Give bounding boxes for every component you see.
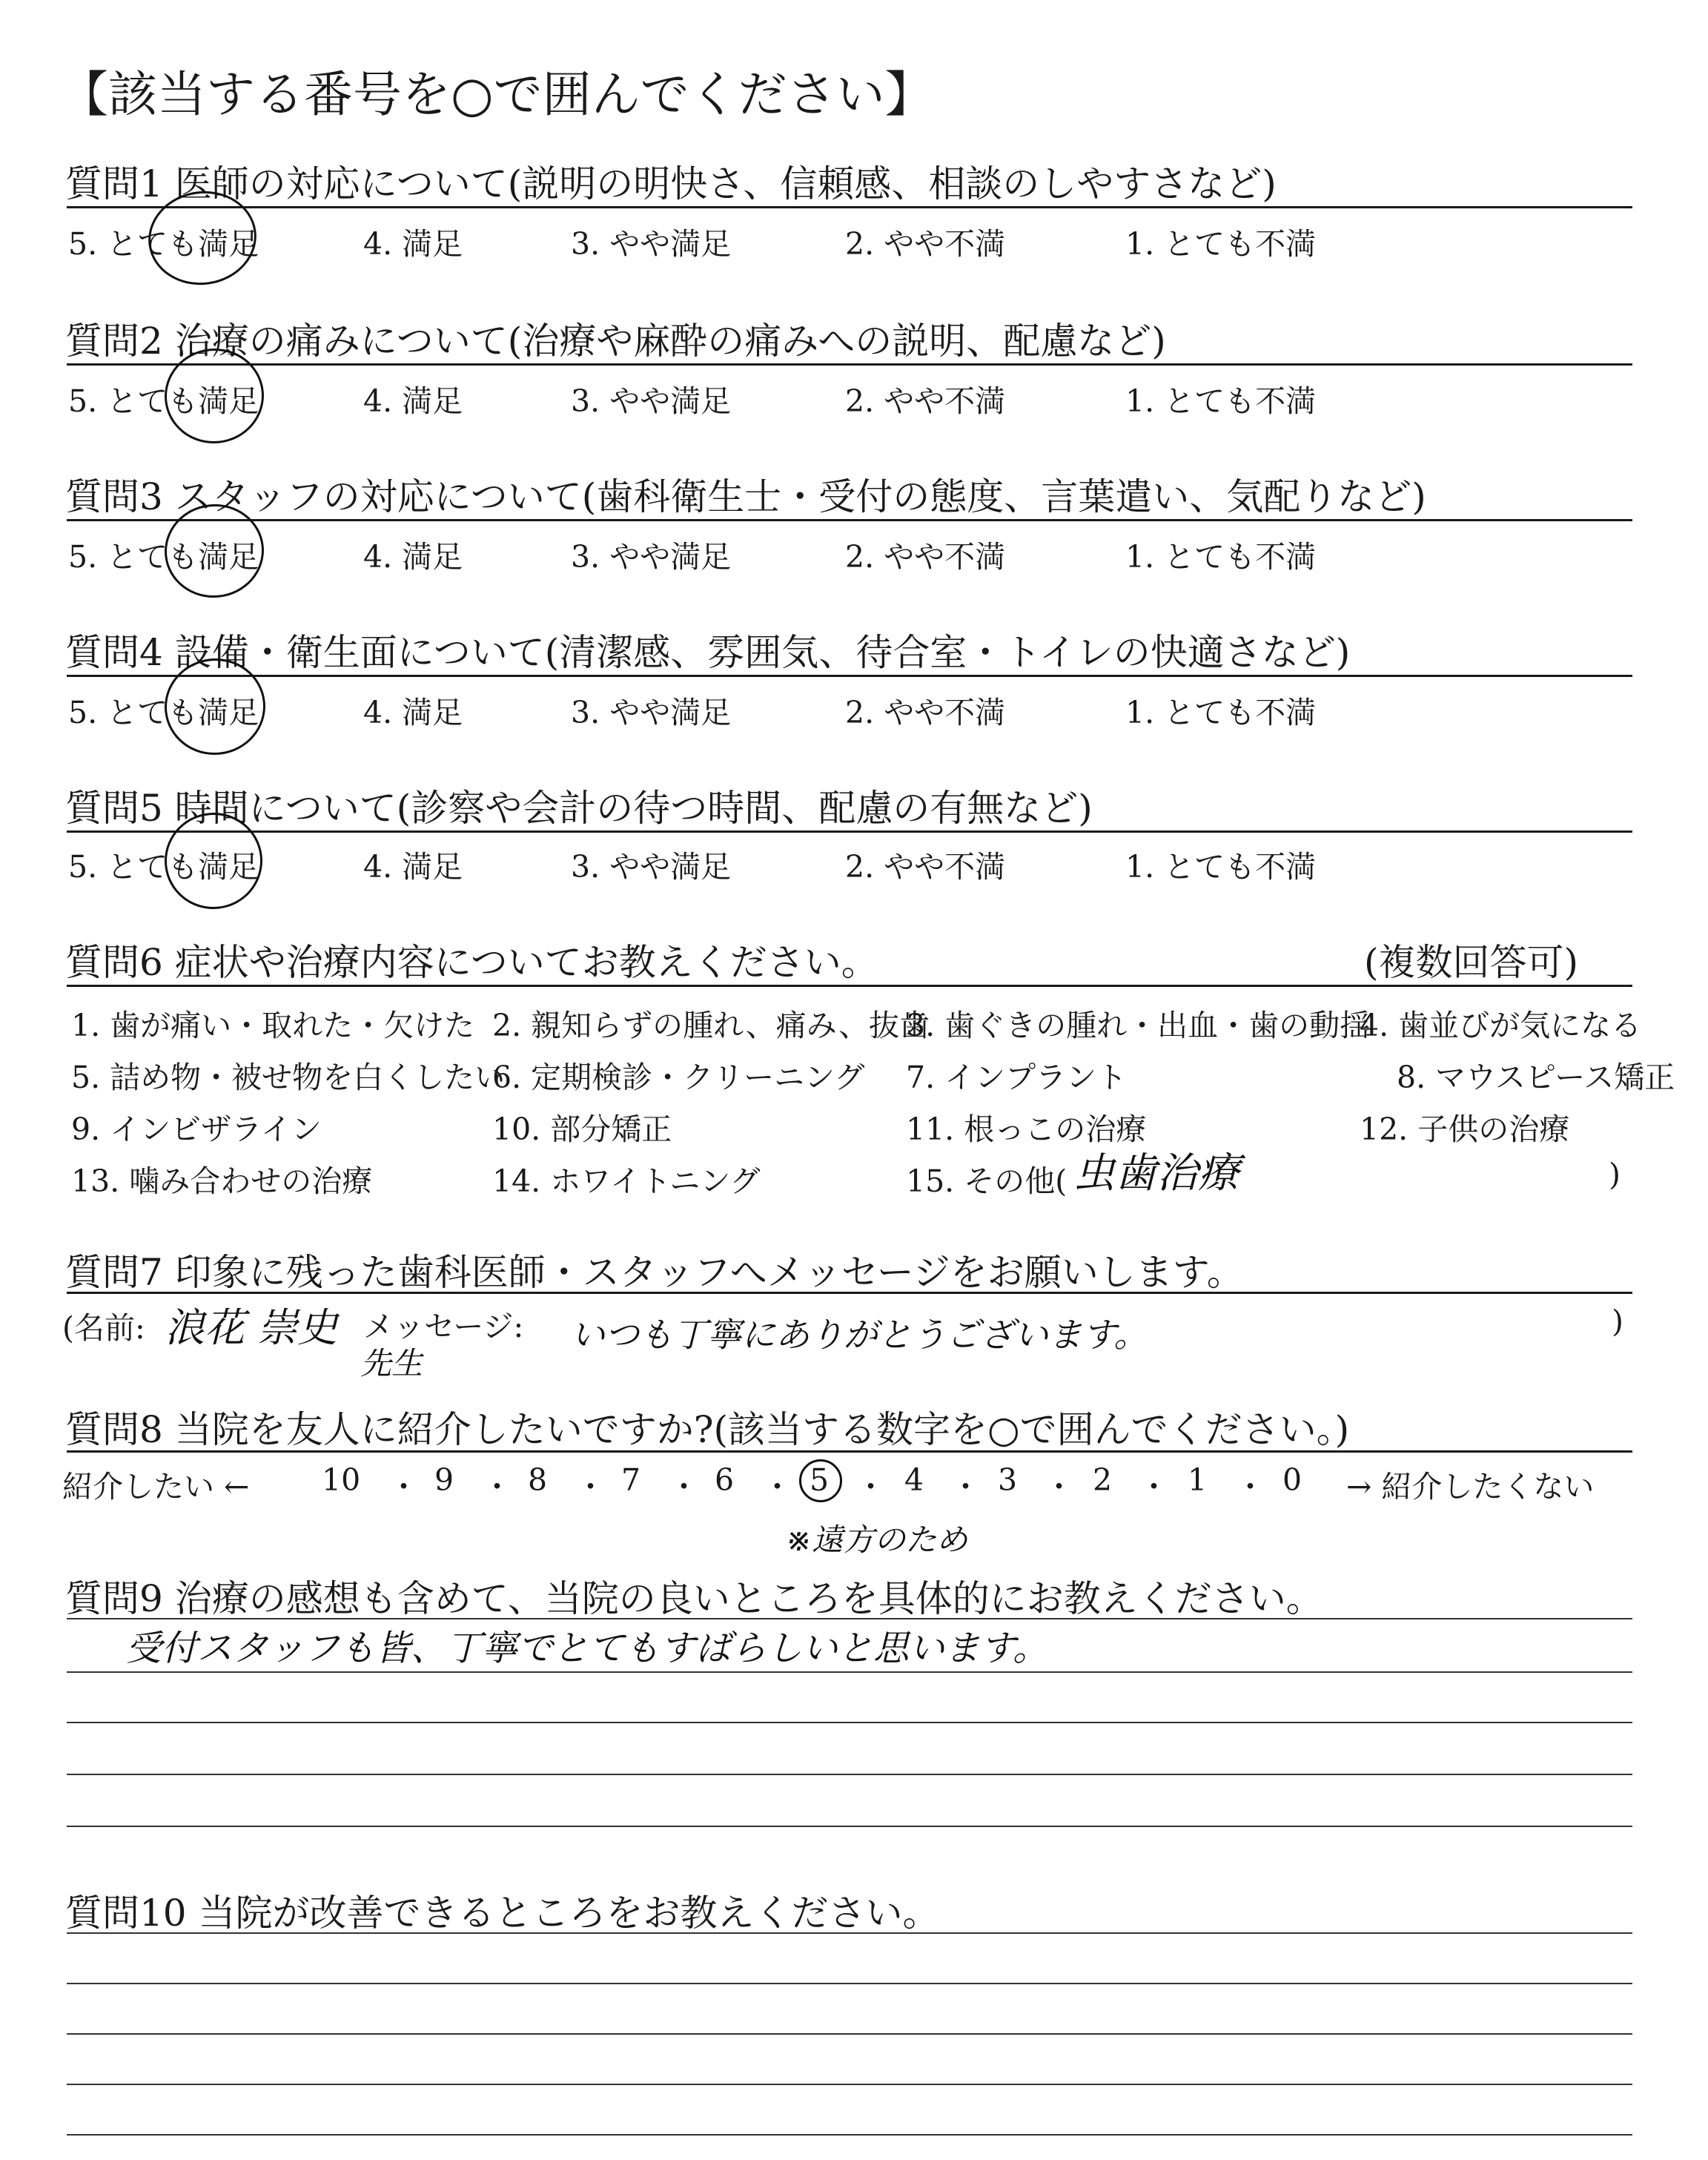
q6-option-11[interactable]: 11. 根っこの治療: [906, 1112, 1147, 1147]
q2-rule: [67, 363, 1632, 366]
q10-line-3: [67, 2033, 1632, 2035]
q6-rule: [67, 985, 1632, 987]
q5-title: 質問5 時間について(診察や会計の待つ時間、配慮の有無など): [65, 787, 1093, 830]
q2-option-5[interactable]: 5. とても満足: [68, 383, 259, 419]
q8-scale-sep: ・: [482, 1469, 512, 1505]
q6-option-12[interactable]: 12. 子供の治療: [1360, 1112, 1570, 1147]
q9-title: 質問9 治療の感想も含めて、当院の良いところを具体的にお教えください。: [65, 1577, 1323, 1620]
q7-close-paren: ): [1612, 1304, 1623, 1339]
q7-message-label: メッセージ:: [363, 1309, 524, 1344]
q3-option-5[interactable]: 5. とても満足: [68, 539, 259, 575]
q5-option-3[interactable]: 3. やや満足: [571, 849, 732, 885]
q8-scale-sep: ・: [1139, 1469, 1169, 1505]
q10-line-1: [67, 1932, 1632, 1934]
q10-line-5: [67, 2134, 1632, 2136]
q8-scale-sep: ・: [762, 1469, 792, 1505]
q9-line-5: [67, 1826, 1632, 1827]
q8-scale-0[interactable]: 0: [1282, 1462, 1302, 1498]
q3-option-3[interactable]: 3. やや満足: [571, 539, 732, 575]
q7-rule: [67, 1292, 1632, 1294]
q8-scale-5[interactable]: 5: [810, 1462, 830, 1498]
q8-scale-7[interactable]: 7: [621, 1462, 641, 1498]
q5-option-5[interactable]: 5. とても満足: [68, 849, 259, 885]
q9-answer[interactable]: 受付スタッフも皆、丁寧でとてもすばらしいと思います。: [126, 1628, 1049, 1669]
q8-scale-6[interactable]: 6: [715, 1462, 735, 1498]
q1-option-4[interactable]: 4. 満足: [363, 226, 463, 262]
q8-scale-sep: ・: [1235, 1469, 1265, 1505]
q2-option-1[interactable]: 1. とても不満: [1125, 383, 1317, 419]
q1-option-2[interactable]: 2. やや不満: [845, 226, 1006, 262]
q8-note: ※遠方のため: [786, 1522, 968, 1558]
q2-option-3[interactable]: 3. やや満足: [571, 383, 732, 419]
q7-name-label: (名前:: [62, 1310, 145, 1346]
q9-line-3: [67, 1722, 1632, 1723]
q1-option-3[interactable]: 3. やや満足: [571, 226, 732, 262]
q5-rule: [67, 830, 1632, 833]
q3-rule: [67, 519, 1632, 521]
q8-selected-circle: [799, 1459, 842, 1502]
q5-option-2[interactable]: 2. やや不満: [845, 849, 1006, 885]
q6-option-6[interactable]: 6. 定期検診・クリーニング: [492, 1060, 865, 1095]
q8-left-label: 紹介したい ←: [62, 1469, 250, 1505]
q6-option-8[interactable]: 8. マウスピース矯正: [1397, 1060, 1675, 1095]
q6-option-3[interactable]: 3. 歯ぐきの腫れ・出血・歯の動揺: [906, 1008, 1371, 1043]
q10-line-4: [67, 2084, 1632, 2085]
q8-scale-8[interactable]: 8: [528, 1462, 548, 1498]
q4-option-1[interactable]: 1. とても不満: [1125, 695, 1317, 730]
q2-option-2[interactable]: 2. やや不満: [845, 383, 1006, 419]
q8-scale-10[interactable]: 10: [322, 1462, 361, 1498]
form-header: 【該当する番号を○で囲んでください】: [59, 66, 934, 123]
q6-other-answer[interactable]: 虫歯治療: [1073, 1149, 1239, 1198]
q7-message-value[interactable]: いつも丁寧にありがとうございます。: [571, 1315, 1148, 1355]
q8-scale-1[interactable]: 1: [1188, 1462, 1208, 1498]
q3-option-1[interactable]: 1. とても不満: [1125, 539, 1317, 575]
q6-option-15-close: ): [1609, 1157, 1621, 1192]
q9-line-4: [67, 1774, 1632, 1775]
q6-option-10[interactable]: 10. 部分矯正: [492, 1112, 672, 1147]
q8-scale-sep: ・: [855, 1469, 886, 1505]
q8-scale-9[interactable]: 9: [434, 1462, 454, 1498]
q5-option-1[interactable]: 1. とても不満: [1125, 849, 1317, 885]
q5-option-4[interactable]: 4. 満足: [363, 849, 463, 885]
q6-option-9[interactable]: 9. インビザライン: [71, 1112, 322, 1147]
q6-option-1[interactable]: 1. 歯が痛い・取れた・欠けた: [71, 1008, 475, 1043]
q6-option-7[interactable]: 7. インプラント: [906, 1060, 1128, 1095]
q6-option-13[interactable]: 13. 噛み合わせの治療: [71, 1163, 373, 1199]
q6-option-5[interactable]: 5. 詰め物・被せ物を白くしたい: [71, 1060, 506, 1095]
q8-scale-sep: ・: [669, 1469, 699, 1505]
q7-title: 質問7 印象に残った歯科医師・スタッフへメッセージをお願いします。: [65, 1251, 1244, 1294]
q4-option-3[interactable]: 3. やや満足: [571, 695, 732, 730]
q7-name-value[interactable]: 浪花 崇史: [165, 1304, 338, 1351]
q1-rule: [67, 206, 1632, 208]
q8-scale-4[interactable]: 4: [904, 1462, 924, 1498]
q6-option-2[interactable]: 2. 親知らずの腫れ、痛み、抜歯: [492, 1008, 930, 1043]
q8-title: 質問8 当院を友人に紹介したいですか?(該当する数字を○で囲んでください。): [65, 1408, 1350, 1451]
q3-option-2[interactable]: 2. やや不満: [845, 539, 1006, 575]
q6-multiple-note: (複数回答可): [1364, 941, 1579, 984]
q8-scale-3[interactable]: 3: [998, 1462, 1018, 1498]
q1-option-1[interactable]: 1. とても不満: [1125, 226, 1317, 262]
q2-option-4[interactable]: 4. 満足: [363, 383, 463, 419]
q6-title: 質問6 症状や治療内容についてお教えください。: [65, 941, 878, 984]
q6-option-15[interactable]: 15. その他(: [906, 1163, 1068, 1199]
q1-title: 質問1 医師の対応について(説明の明快さ、信頼感、相談のしやすさなど): [65, 162, 1277, 205]
q6-option-14[interactable]: 14. ホワイトニング: [492, 1163, 761, 1199]
q2-title: 質問2 治療の痛みについて(治療や麻酔の痛みへの説明、配慮など): [65, 320, 1166, 363]
q8-right-label: → 紹介したくない: [1346, 1469, 1595, 1505]
q3-option-4[interactable]: 4. 満足: [363, 539, 463, 575]
q4-option-2[interactable]: 2. やや不満: [845, 695, 1006, 730]
q10-line-2: [67, 1983, 1632, 1984]
q8-rule: [67, 1450, 1632, 1453]
q4-option-5[interactable]: 5. とても満足: [68, 695, 259, 730]
q4-option-4[interactable]: 4. 満足: [363, 695, 463, 730]
q6-option-4[interactable]: 4. 歯並びが気になる: [1360, 1008, 1642, 1043]
q7-name-suffix: 先生: [360, 1345, 423, 1381]
q4-rule: [67, 675, 1632, 677]
q4-title: 質問4 設備・衛生面について(清潔感、雰囲気、待合室・トイレの快適さなど): [65, 631, 1351, 674]
q10-title: 質問10 当院が改善できるところをお教えください。: [65, 1892, 940, 1935]
q1-option-5[interactable]: 5. とても満足: [68, 226, 259, 262]
q8-scale-sep: ・: [1044, 1469, 1074, 1505]
q9-line-2: [67, 1671, 1632, 1673]
q8-scale-2[interactable]: 2: [1093, 1462, 1113, 1498]
q8-scale-sep: ・: [575, 1469, 606, 1505]
q8-scale-sep: ・: [950, 1469, 981, 1505]
q3-title: 質問3 スタッフの対応について(歯科衛生士・受付の態度、言葉遣い、気配りなど): [65, 475, 1426, 518]
q8-scale-sep: ・: [388, 1469, 419, 1505]
